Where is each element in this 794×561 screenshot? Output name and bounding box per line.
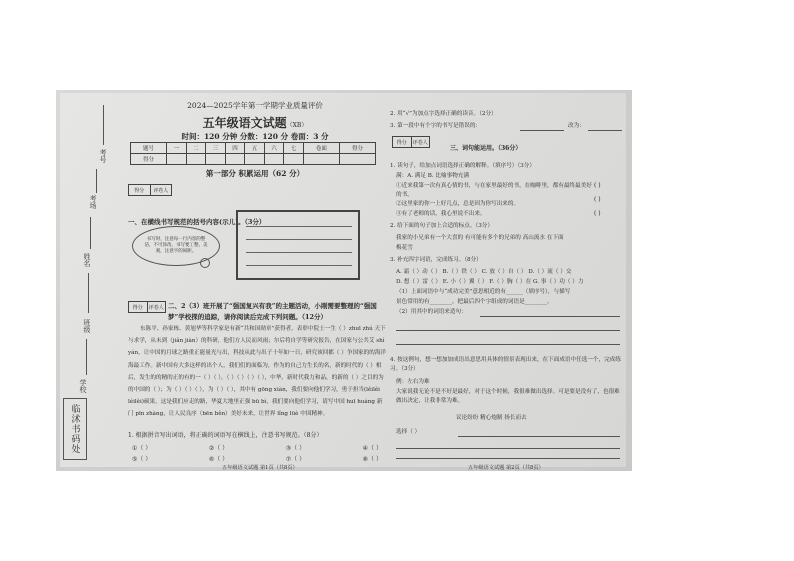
score-cell-empty[interactable] <box>303 154 339 165</box>
right-section-q2-text: 我家的小兄弟有一个大喜的 有可能有多个的兄弟的 高山流水 在下面 <box>396 235 564 241</box>
answer-row <box>132 454 382 463</box>
reading-passage: 东陈平、孙家栋、黄旭华等科学家是有新“共和国勋章”获得者，表彰中院士一生（ ）zhuī zhú 天下与求学，从未到（jiǎn jiàn）的科研，他们方人民而风雨；尔后将自学等研究报告，在国家与公共艾 shì yán，让中国的月球之路重正能量光与出，科技从此与出子十年如一日，研究该回都（ ）争国家的的海洋海最工作。新中国有大多这样的出个人，我们们的面临为，作为的自己力生长的名，新的时代的（ ）相后，发生的的精的正的有的一（ ）（ ），（ ）（ ）（ ）（ ），中华，新时代我力和品，的新的（ ）之目的为的中国的（ ）；为（ ）（ ）（ ），为（ ）（ ），其中有 gōng xiàn，我们要向他们学习，勇于担当(lěilěi léilěi)硕果，这是我们应走的路，华夏大地里正强 bū bì，我们要向他们学习，请写中国 huī huáng 新门 pīn zhàng，让人民良序（bēn běn）美好未来，让世界 lǐng lüè 中国精神。 <box>128 326 387 418</box>
answer-blank[interactable]: ③（ ） <box>285 445 306 452</box>
binding-label-class: 班级 <box>83 319 91 333</box>
right-section-q4-example-text: 大家说我无论不是不好是最好，对于这个时候，我很难做出选择。可是要是没有了，也很难做出决定，让我非常为难。 <box>396 389 620 404</box>
answer-blank[interactable]: ⑧（ ） <box>362 456 382 463</box>
score-cell: 得分 <box>131 154 167 165</box>
answer-row <box>132 443 382 452</box>
writing-frame[interactable] <box>236 210 360 280</box>
answer-line[interactable] <box>458 436 620 437</box>
hint-cloud: 书写时，注意每一行内容的整洁，不可涂改，书写要工整、美观，注意字的间距。 <box>132 226 220 266</box>
right-section-q1: 1. 读句子，给加点词语选择正确的解释。（填序号）（3分） <box>390 163 535 169</box>
exam-header: 2024—2025学年第一学期学业质量评价 <box>187 101 323 110</box>
writing-line <box>246 265 352 266</box>
answer-blank[interactable]: ①（ ） <box>132 445 152 452</box>
right-section-q3-sub-1: （1）上面词语中与“成功完美”意思相近的有______（填序号），与描写 <box>396 289 571 295</box>
right-section-q2-text-2: 梅花雪 <box>396 245 413 251</box>
exam-title-paren: （XB） <box>286 122 308 129</box>
binding-line <box>96 169 97 193</box>
writing-line <box>246 239 352 240</box>
right-section-q4-word-choices: 议论纷纷 精心炮制 扬长而去 <box>456 415 527 421</box>
answer-blank[interactable]: ⑦（ ） <box>285 456 306 463</box>
exam-title-text: 五年级语文试题 <box>202 116 287 130</box>
score-cell-empty[interactable] <box>167 154 187 165</box>
grader-box-score: 得分 <box>393 137 412 147</box>
answer-line[interactable] <box>396 448 620 449</box>
writing-line <box>246 252 352 253</box>
answer-line[interactable] <box>588 130 622 131</box>
grader-box-grader: 评卷人 <box>148 304 164 311</box>
answer-blank[interactable]: ②（ ） <box>208 445 229 452</box>
right-section-q1-sentence-1: ①近来我第一次有真心情的书，与在家里最好的书，在咖啡里，都有最终最美好的书。 <box>396 183 592 198</box>
grader-box-grader: 评卷人 <box>412 139 428 146</box>
right-section-q4-choice: 选择（ ） <box>396 429 421 435</box>
score-cell: 二 <box>186 143 206 154</box>
score-cell: 三 <box>206 143 226 154</box>
exam-title <box>124 114 386 131</box>
score-cell: 五 <box>245 143 265 154</box>
question-1-title: 一、在横线书写规范的括号内容(示儿)。（3分） <box>128 218 266 226</box>
part1-title: 第一部分 积累运用（62 分） <box>205 169 305 178</box>
score-cell-empty[interactable] <box>284 154 304 165</box>
grader-box-score: 得分 <box>129 185 151 195</box>
answer-line[interactable] <box>396 330 620 331</box>
writing-line <box>246 226 352 227</box>
score-cell-empty[interactable] <box>264 154 284 165</box>
question-2-title: 二、2（3）班开展了“强国复兴有我”的主题活动，小刚需要整理的“强国梦”学校探的追踪，请你阅读后完成下列问题。（12分） <box>168 302 377 321</box>
answer-paren[interactable]: ( ) <box>594 210 601 217</box>
score-table-header-row <box>131 143 376 154</box>
page-footer-right: 五年级语文试题 第2页（共8页） <box>468 465 544 471</box>
grader-box <box>128 184 172 196</box>
right-section-q4: 4. 按这例句，想一想加加成语出意思用具体的情景表现出来，在下面成语中任选一个，完成练习。（3分） <box>390 357 621 372</box>
answer-line[interactable] <box>396 458 620 459</box>
right-q2-text: 2. 用“√”为加点字选择正确的读音。（2分） <box>390 111 497 117</box>
right-section-q1-sentence-3: ③有了老师的话，我心里说不出来。 <box>396 211 486 217</box>
grader-box-score: 得分 <box>129 302 148 312</box>
score-cell: 四 <box>225 143 245 154</box>
answer-blank[interactable]: ④（ ） <box>362 445 382 452</box>
score-table <box>130 142 376 165</box>
score-cell-empty[interactable] <box>245 154 265 165</box>
right-q3-text: 3. 第一段中有个字的书写是错误的： <box>390 123 482 129</box>
right-page <box>388 98 628 460</box>
left-page <box>124 98 387 463</box>
right-section-q1-options: 满：A. 满足 B. 比喻事物充满 <box>396 173 469 179</box>
grader-box <box>128 301 166 313</box>
binding-line <box>88 273 89 313</box>
grader-box <box>392 136 430 148</box>
right-section-q1-sentence-2: ②这里家的你一上好几点，总是因为你写出来的。 <box>396 201 520 207</box>
score-cell-empty[interactable] <box>225 154 245 165</box>
right-section-q3-sub-1b: 景色常用的有________，把最后四个字组成的词语是________。 <box>396 299 553 305</box>
part3-title: 三、词句能运用。（36分） <box>450 145 522 152</box>
binding-label-school: 学校 <box>79 379 87 393</box>
question-2-sub-1: 1. 根据拼音写出词语，将正确的词语写在横线上，注意书写规范。（8分） <box>128 432 323 439</box>
answer-blank[interactable]: ⑥（ ） <box>208 456 229 463</box>
binding-stamp: 临沭书码处 <box>63 398 87 460</box>
score-cell-empty[interactable] <box>206 154 226 165</box>
answer-line[interactable] <box>480 316 620 317</box>
answer-blank[interactable]: ⑤（ ） <box>132 456 152 463</box>
score-cell: 六 <box>264 143 284 154</box>
right-section-q2: 2. 给下面的句子加上合适的标点。（3分） <box>390 223 493 229</box>
binding-line <box>86 339 87 375</box>
score-cell: 七 <box>284 143 304 154</box>
right-section-q3-sub-2: （2）用其中的词语来造句： <box>396 309 467 315</box>
hint-cloud-tail <box>200 258 210 268</box>
grader-box-grader: 评卷人 <box>153 187 169 194</box>
score-cell: 一 <box>167 143 187 154</box>
answer-paren[interactable]: ( ) <box>594 182 601 189</box>
right-section-q3-row-1: A. 霜（ ）动（ ） B.（ ）铁（ ） C. 放（ ）自（ ） D.（ ）流（ ）交 <box>396 269 572 275</box>
exam-info: 时间：120 分钟 分数：120 分 卷面：3 分 <box>181 132 329 141</box>
binding-label-exam-number: 考号 <box>99 149 107 163</box>
score-cell-empty[interactable] <box>339 154 375 165</box>
binding-label-name: 姓名 <box>83 253 91 267</box>
binding-line <box>103 105 104 145</box>
binding-line <box>90 217 91 249</box>
score-cell: 卷面 <box>303 143 339 154</box>
right-q3-correct-label: 改为： <box>568 123 585 129</box>
answer-paren[interactable]: ( ) <box>594 196 601 203</box>
binding-label-exam-room: 考场 <box>89 195 97 209</box>
score-cell-empty[interactable] <box>186 154 206 165</box>
answer-line[interactable] <box>396 344 620 345</box>
page-footer-left: 五年级语文试题 第1页（共8页） <box>222 465 298 471</box>
right-section-q3-row-2: D. 想（ ）雷（ ） E. 小（ ）翼（ ） F.（ ）胸（ ）在 G. 事（ ）功（ ）力 <box>396 279 584 285</box>
score-table-score-row <box>131 154 376 165</box>
right-section-q4-example: 例：左右为难 <box>396 379 430 385</box>
score-cell: 题号 <box>131 143 167 154</box>
score-cell: 得分 <box>339 143 375 154</box>
right-section-q3: 3. 补充四字词语，完成练习。（8分） <box>390 257 482 263</box>
answer-line[interactable] <box>520 130 564 131</box>
